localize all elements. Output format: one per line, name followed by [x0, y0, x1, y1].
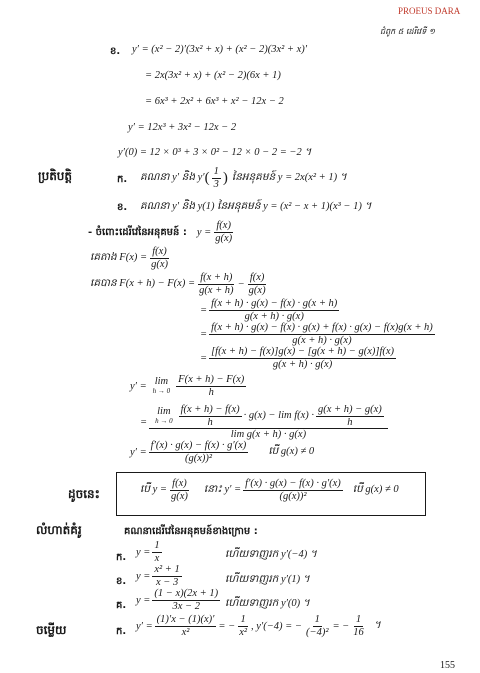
practice-b: [136, 564, 184, 588]
fraction-denominator: g(x + h): [199, 284, 234, 296]
fraction-numerator: g(x + h) − g(x): [318, 404, 382, 415]
y-prime-equals: y′ =: [136, 620, 153, 632]
fraction-numerator: [f(x + h) − f(x)]g(x) − [g(x + h) − g(x)]f(x): [211, 346, 395, 357]
practice-b-label: ខ.: [116, 576, 127, 587]
fraction-denominator: (g(x))²: [184, 452, 213, 464]
practice-title: លំហាត់គំរូ: [36, 523, 82, 537]
fraction-denominator: g(x + h) · g(x): [244, 310, 304, 322]
answer-fraction-3: [304, 614, 330, 638]
derivative-line-3: = 6x³ + 2x² + 6x³ + x² − 12x − 2: [145, 96, 284, 107]
step-3: [200, 322, 437, 346]
exercise-a-label: ក.: [117, 174, 128, 185]
step-2-fraction: [209, 298, 339, 322]
fraction-denominator: h: [207, 416, 213, 428]
fraction-numerator: 1: [154, 540, 160, 551]
fraction-numerator: f′(x) · g(x) − f(x) · g′(x): [245, 478, 341, 489]
fraction-denominator: h: [208, 386, 214, 398]
quotient-intro-line: [88, 220, 236, 244]
practice-a-fraction: [152, 540, 161, 564]
derivative-line-4: y′ = 12x³ + 3x² − 12x − 2: [128, 122, 237, 133]
equals-minus: = −: [218, 620, 236, 632]
fraction-numerator: (1 − x)(2x + 1): [154, 588, 219, 599]
limit-operator: [151, 376, 173, 395]
equals-sign: =: [200, 328, 208, 340]
answer-line: [136, 614, 381, 638]
get-line: [90, 272, 270, 296]
fraction-numerator: (1)′x − (1)(x)′: [156, 614, 215, 625]
fraction-denominator: h: [347, 416, 353, 428]
fraction-numerator: F(x + h) − F(x): [178, 374, 245, 385]
paren-open: (: [204, 169, 210, 186]
answer-fraction-2: [237, 614, 249, 638]
fraction-denominator: x − 3: [155, 576, 179, 588]
summary-derivative-fraction: [243, 478, 343, 502]
summary-condition: បើ g(x) ≠ 0: [352, 483, 399, 495]
fraction-numerator: 1: [314, 614, 320, 625]
let-line: [90, 246, 172, 270]
practice-prompt: គណនាដេរីវេនៃអនុគមន៍ខាងក្រោម :: [124, 526, 258, 537]
summary-then: នោះ y′ =: [203, 483, 242, 495]
fraction-numerator: f(x + h) · g(x) − f(x) · g(x) + f(x) · g(x) − f(x)g(x + h): [211, 322, 433, 333]
equals-minus: = −: [332, 620, 350, 632]
summary-fraction: [169, 478, 190, 502]
answer-label: ក.: [116, 626, 127, 637]
y-equals: y =: [196, 226, 212, 238]
fraction-denominator: g(x): [215, 232, 233, 244]
fraction-denominator: g(x): [171, 490, 188, 502]
result-condition: បើ g(x) ≠ 0: [268, 445, 315, 457]
fraction-denominator: x²: [239, 626, 248, 638]
step-2: [200, 298, 341, 322]
fraction-numerator: f(x + h) − f(x): [180, 404, 240, 415]
fraction-denominator: g(x + h) · g(x): [272, 358, 333, 370]
practice-c-fraction: [152, 588, 220, 612]
step-4: [200, 346, 398, 370]
derivative-line-2: = 2x(3x² + x) + (x² − 2)(6x + 1): [145, 70, 281, 81]
answer-title: ចម្លើយ: [36, 623, 67, 637]
fraction-denominator: (g(x))²: [279, 490, 307, 502]
fraction-numerator: f(x): [216, 220, 231, 231]
page-number: 155: [440, 660, 455, 671]
limit-expansion-fraction: [149, 404, 388, 441]
get-text: គេបាន F(x + h) − F(x) =: [90, 277, 196, 289]
fraction-numerator: f(x): [249, 272, 265, 283]
summary-if: បើ y =: [140, 483, 167, 495]
fraction-denominator: g(x): [248, 284, 266, 296]
fraction-denominator: x²: [181, 626, 190, 638]
fraction-numerator: f(x + h): [200, 272, 233, 283]
fraction-numerator: 1: [213, 166, 219, 177]
fraction-numerator: f(x): [172, 478, 187, 489]
let-text: គេតាង F(x) =: [90, 251, 148, 263]
middle-terms: · g(x) − lim f(x) ·: [243, 410, 315, 422]
practice-a-label: ក.: [116, 552, 127, 563]
fraction-denominator: 3x − 2: [172, 600, 200, 612]
limit-word: lim: [157, 406, 171, 418]
limit-word: lim: [154, 376, 169, 388]
step-3-fraction: [209, 322, 435, 346]
limit-definition: [130, 374, 248, 398]
fraction-numerator: x² + 1: [154, 564, 180, 575]
get-fraction-2: [247, 272, 268, 296]
exercise-a-line: [140, 166, 347, 190]
fraction-denominator: lim g(x + h) · g(x): [230, 429, 307, 441]
y-equals: y =: [136, 594, 151, 606]
chapter-label: ជំពូក ៥ ដេរីវេទី ១: [380, 27, 435, 36]
practice-c: [136, 588, 222, 612]
fraction-denominator: (−4)²: [305, 626, 329, 638]
limit-subscript: h → 0: [155, 416, 173, 425]
practice-a-task: ហើយទាញរក y′(−4) ។: [225, 549, 317, 560]
practice-c-task: ហើយទាញរក y′(0) ។: [225, 598, 310, 609]
exercise-b-text: គណនា y′ និង y(1) នៃអនុគមន៍ y = (x² − x + 1)(x³ − 1) ។: [140, 201, 372, 212]
paren-close: ): [222, 169, 228, 186]
result-fraction: [149, 440, 249, 464]
fraction-numerator: [149, 404, 388, 429]
difference-quotient-g: [316, 404, 384, 428]
answer-fraction-4: [351, 614, 366, 638]
exercise-a-text-1: គណនា y′ និង y′: [140, 171, 205, 183]
minus-sign: −: [237, 278, 245, 290]
quotient-intro: - ចំពោះដេរីវេនៃអនុគមន៍ :: [88, 226, 187, 238]
brand-label: PROEUS DARA: [398, 6, 461, 16]
limit-fraction: [176, 374, 246, 398]
practice-c-label: គ.: [116, 600, 127, 611]
solution-ii-label: ខ.: [110, 46, 121, 57]
answer-fraction-1: [155, 614, 217, 638]
exercise-b-label: ខ.: [117, 202, 128, 213]
limit-operator: [153, 406, 175, 425]
derivative-line-1: y′ = (x² − 2)′(3x² + x) + (x² − 2)(3x² + x)′: [132, 44, 308, 55]
practice-b-fraction: [152, 564, 181, 588]
y-prime-equals: y′ =: [130, 446, 147, 458]
limit-expansion: [140, 404, 390, 441]
fraction-numerator: f′(x) · g(x) − f(x) · g′(x): [150, 440, 247, 451]
quotient-result: [130, 440, 314, 464]
practice-b-task: ហើយទាញរក y′(1) ។: [225, 574, 310, 585]
practice-a: [136, 540, 164, 564]
exercise-a-text-2: នៃអនុគមន៍ y = 2x(x² + 1) ។: [231, 171, 347, 183]
quotient-fraction: [213, 220, 234, 244]
equals-sign: =: [200, 352, 208, 364]
derivative-line-5: y′(0) = 12 × 0³ + 3 × 0² − 12 × 0 − 2 = −2 ។: [118, 147, 312, 158]
fraction-denominator: g(x): [151, 258, 168, 270]
difference-quotient-f: [179, 404, 242, 428]
exercise-a-fraction: [212, 166, 221, 190]
y-prime-equals: y′ =: [130, 380, 147, 392]
equals-sign: =: [140, 416, 148, 428]
y-equals: y =: [136, 570, 151, 582]
summary-label: ដូចនេះ: [68, 487, 100, 501]
fraction-numerator: 1: [240, 614, 246, 625]
answer-middle: , y′(−4) = −: [251, 620, 302, 632]
fraction-denominator: 3: [213, 178, 219, 190]
fraction-numerator: 1: [355, 614, 362, 625]
fraction-denominator: 16: [353, 626, 364, 638]
limit-subscript: h → 0: [152, 386, 171, 395]
fraction-denominator: x: [154, 552, 160, 564]
fraction-numerator: f(x): [152, 246, 167, 257]
exercise-title: ប្រតិបត្តិ: [38, 169, 73, 183]
summary-formula: [140, 478, 399, 502]
y-equals: y =: [136, 546, 151, 558]
fraction-denominator: g(x + h) · g(x): [292, 334, 352, 346]
sentence-end: ។: [373, 619, 381, 631]
fraction-numerator: f(x + h) · g(x) − f(x) · g(x + h): [211, 298, 338, 309]
get-fraction-1: [197, 272, 236, 296]
equals-sign: =: [200, 304, 208, 316]
let-fraction: [149, 246, 170, 270]
step-4-fraction: [209, 346, 396, 370]
